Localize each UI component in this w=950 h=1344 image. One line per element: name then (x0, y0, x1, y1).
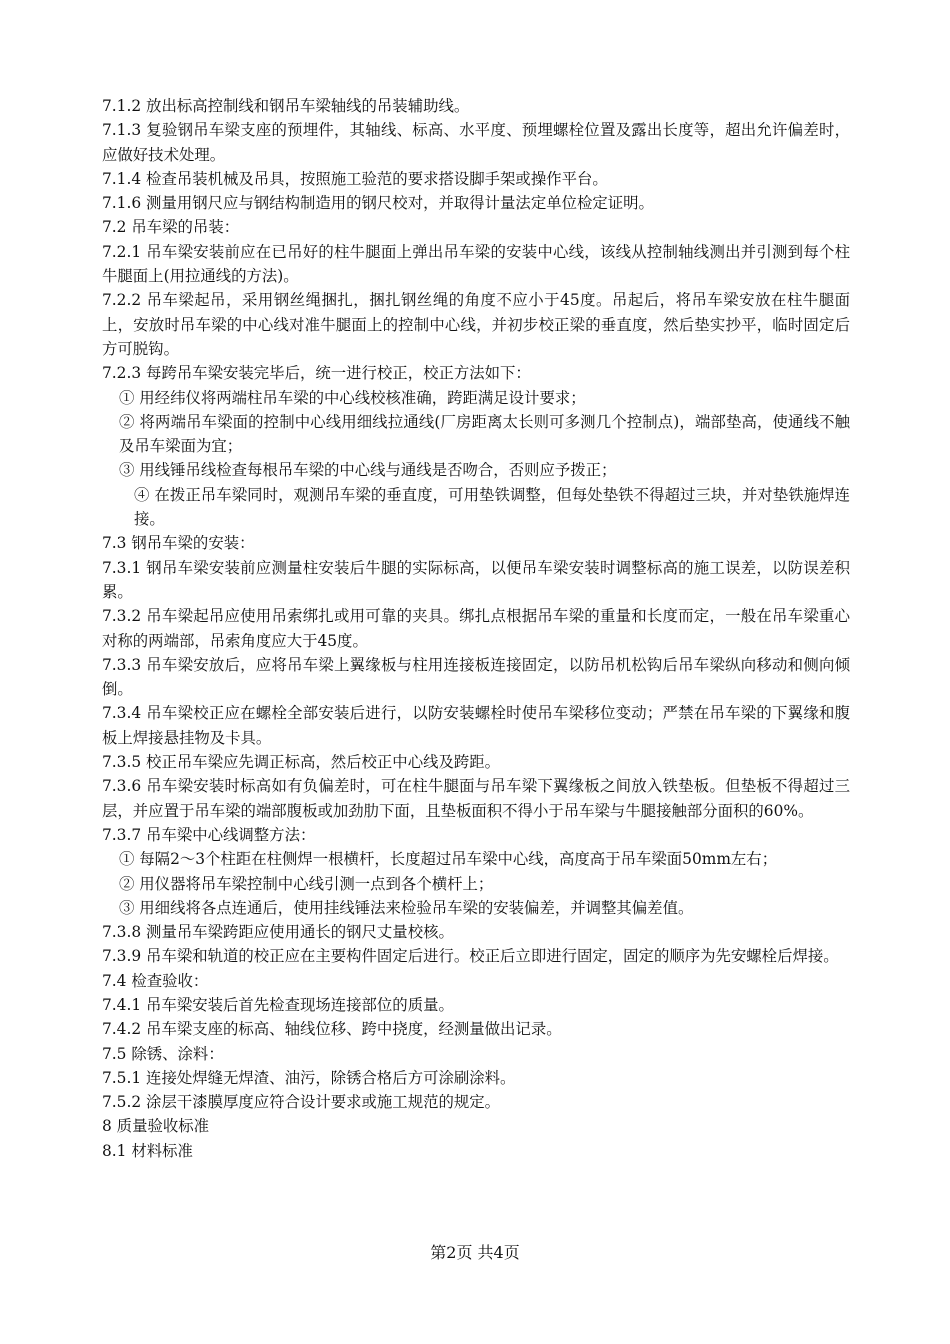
paragraph-7-2-1: 7.2.1 吊车梁安装前应在已吊好的柱牛腿面上弹出吊车梁的安装中心线，该线从控制轴线测出并引测到每个柱牛腿面上(用拉通线的方法)。 (102, 242, 850, 286)
paragraph-7-3-8: 7.3.8 测量吊车梁跨距应使用通长的钢尺丈量校核。 (102, 923, 454, 942)
paragraph-7-5-2: 7.5.2 涂层干漆膜厚度应符合设计要求或施工规范的规定。 (102, 1093, 501, 1112)
document-body (102, 94, 850, 1163)
list-item-7-2-3-2: ② 将两端吊车梁面的控制中心线用细线拉通线(厂房距离太长则可多测几个控制点)，端部垫高，使通线不触及吊车梁面为宜； (119, 412, 850, 456)
paragraph-7-3-5: 7.3.5 校正吊车梁应先调正标高，然后校正中心线及跨距。 (102, 753, 501, 772)
paragraph-7-3-4: 7.3.4 吊车梁校正应在螺栓全部安装后进行，以防安装螺栓时使吊车梁移位变动；严禁在吊车梁的下翼缘和腹板上焊接悬挂物及卡具。 (102, 704, 850, 747)
paragraph-7-4-1: 7.4.1 吊车梁安装后首先检查现场连接部位的质量。 (102, 995, 454, 1014)
list-item-7-2-3-1: ① 用经纬仪将两端柱吊车梁的中心线校核准确，跨距满足设计要求； (119, 388, 586, 407)
paragraph-7-1-3: 7.1.3 复验钢吊车梁支座的预埋件，其轴线、标高、水平度、预埋螺栓位置及露出长度等，超出允许偏差时，应做好技术处理。 (102, 121, 850, 164)
section-heading-7-2: 7.2 吊车梁的吊装： (102, 218, 240, 237)
section-heading-7-4: 7.4 检查验收： (102, 971, 209, 990)
paragraph-7-3-7: 7.3.7 吊车梁中心线调整方法： (102, 825, 316, 844)
paragraph-7-1-2: 7.1.2 放出标高控制线和钢吊车梁轴线的吊装辅助线。 (102, 97, 470, 115)
paragraph-7-3-3: 7.3.3 吊车梁安放后，应将吊车梁上翼缘板与柱用连接板连接固定，以防吊机松钩后吊车梁纵向移动和侧向倾倒。 (102, 655, 850, 699)
page-number-label: 第2页 共4页 (430, 1243, 520, 1262)
section-heading-7-3: 7.3 钢吊车梁的安装： (102, 534, 255, 553)
list-item-7-3-7-1: ① 每隔2～3个柱距在柱侧焊一根横杆，长度超过吊车梁中心线，高度高于吊车梁面50mm左右； (119, 850, 778, 869)
paragraph-7-3-9: 7.3.9 吊车梁和轨道的校正应在主要构件固定后进行。校正后立即进行固定，固定的顺序为先安螺栓后焊接。 (102, 947, 839, 966)
paragraph-7-1-6: 7.1.6 测量用钢尺应与钢结构制造用的钢尺校对，并取得计量法定单位检定证明。 (102, 194, 654, 213)
paragraph-7-5-1: 7.5.1 连接处焊缝无焊渣、油污，除锈合格后方可涂刷涂料。 (102, 1068, 516, 1087)
section-heading-8-1: 8.1 材料标准 (102, 1141, 193, 1160)
paragraph-7-1-4: 7.1.4 检查吊装机械及吊具，按照施工验范的要求搭设脚手架或操作平台。 (102, 169, 608, 188)
paragraph-7-4-2: 7.4.2 吊车梁支座的标高、轴线位移、跨中挠度，经测量做出记录。 (102, 1020, 562, 1039)
paragraph-7-3-1: 7.3.1 钢吊车梁安装前应测量柱安装后牛腿的实际标高，以便吊车梁安装时调整标高的施工误差，以防误差积累。 (102, 558, 850, 601)
section-heading-7-5: 7.5 除锈、涂料： (102, 1044, 224, 1063)
paragraph-7-3-6: 7.3.6 吊车梁安装时标高如有负偏差时，可在柱牛腿面与吊车梁下翼缘板之间放入铁垫板。但垫板不得超过三层，并应置于吊车梁的端部腹板或加劲肋下面，且垫板面积不得小于吊车梁与牛腿接触部分面积的60%。 (102, 777, 850, 820)
list-item-7-3-7-3: ③ 用细线将各点连通后，使用挂线锤法来检验吊车梁的安装偏差，并调整其偏差值。 (119, 898, 694, 917)
list-item-7-3-7-2: ② 用仪器将吊车梁控制中心线引测一点到各个横杆上； (119, 874, 494, 893)
section-heading-8: 8 质量验收标准 (102, 1117, 210, 1136)
paragraph-7-2-2: 7.2.2 吊车梁起吊，采用钢丝绳捆扎，捆扎钢丝绳的角度不应小于45度。吊起后，将吊车梁安放在柱牛腿面上，安放时吊车梁的中心线对准牛腿面上的控制中心线，并初步校正梁的垂直度，然后垫实抄平，临时固定后方可脱钩。 (102, 291, 850, 358)
list-item-7-2-3-4: ④ 在拨正吊车梁同时，观测吊车梁的垂直度，可用垫铁调整，但每处垫铁不得超过三块，并对垫铁施焊连接。 (134, 485, 850, 529)
paragraph-7-3-2: 7.3.2 吊车梁起吊应使用吊索绑扎或用可靠的夹具。绑扎点根据吊车梁的重量和长度而定，一般在吊车梁重心对称的两端部，吊索角度应大于45度。 (102, 607, 850, 650)
page-footer (0, 1241, 950, 1265)
paragraph-7-2-3: 7.2.3 每跨吊车梁安装完毕后，统一进行校正，校正方法如下： (102, 364, 531, 383)
list-item-7-2-3-3: ③ 用线锤吊线检查每根吊车梁的中心线与通线是否吻合，否则应予拨正； (119, 461, 617, 480)
